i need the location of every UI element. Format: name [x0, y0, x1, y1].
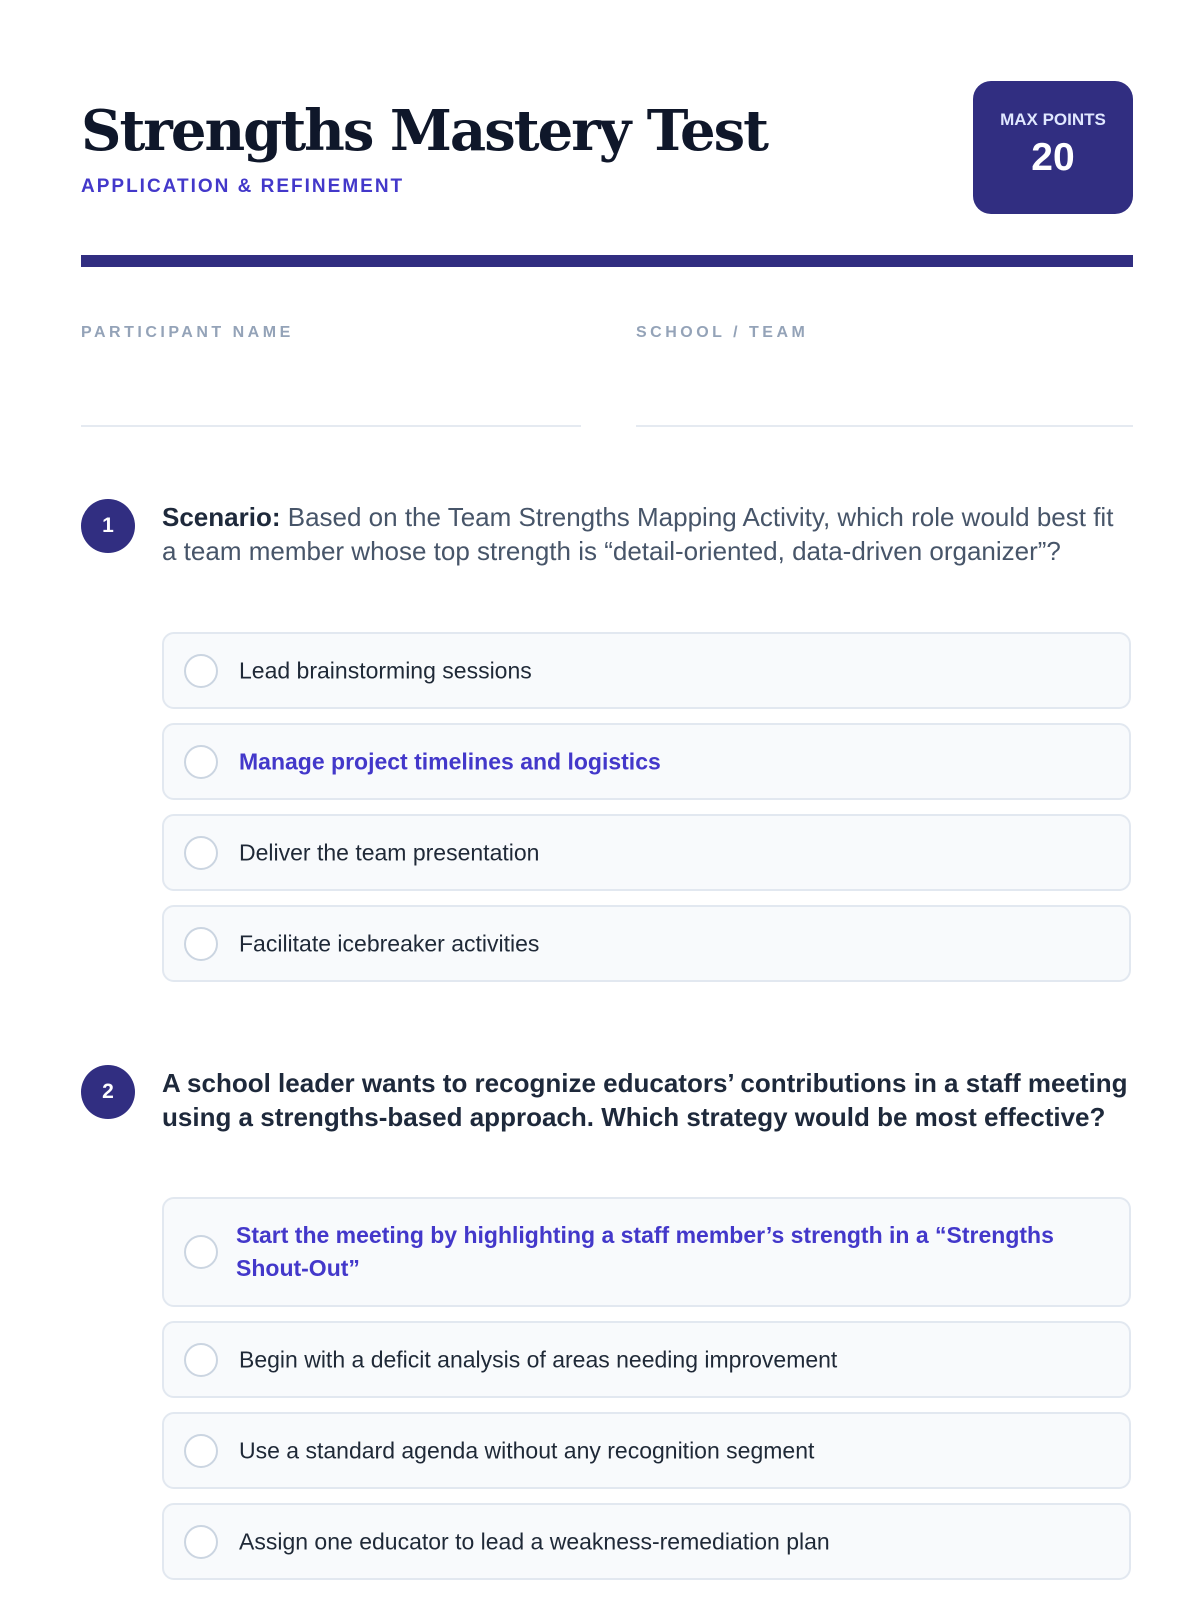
- radio-button[interactable]: [184, 745, 218, 779]
- radio-button[interactable]: [184, 1434, 218, 1468]
- answer-option-label: Use a standard agenda without any recognition segment: [239, 1437, 815, 1463]
- answer-option-label: Facilitate icebreaker activities: [239, 930, 540, 956]
- answer-option[interactable]: [162, 632, 1131, 709]
- answer-option[interactable]: [162, 1321, 1131, 1398]
- question-text: [162, 500, 1133, 568]
- answer-option[interactable]: [162, 814, 1131, 891]
- max-points-badge: [973, 81, 1133, 214]
- participant-name-label: PARTICIPANT NAME: [81, 324, 294, 341]
- answer-option-label: Lead brainstorming sessions: [239, 657, 532, 683]
- header-divider: [81, 255, 1133, 267]
- question-number: 1: [81, 499, 135, 553]
- school-team-label: SCHOOL / TEAM: [636, 324, 809, 341]
- question-number: 2: [81, 1065, 135, 1119]
- school-team-line: [636, 425, 1133, 427]
- radio-button[interactable]: [184, 1525, 218, 1559]
- radio-button[interactable]: [184, 654, 218, 688]
- test-title: Strengths Mastery Test: [81, 98, 768, 164]
- radio-button[interactable]: [184, 1343, 218, 1377]
- answer-option[interactable]: [162, 1503, 1131, 1580]
- test-subtitle: APPLICATION & REFINEMENT: [81, 176, 405, 197]
- answer-option[interactable]: [162, 1197, 1131, 1307]
- answer-option-label: Assign one educator to lead a weakness-remediation plan: [239, 1528, 830, 1554]
- participant-name-line: [81, 425, 581, 427]
- radio-button[interactable]: [184, 1235, 218, 1269]
- participant-name-field[interactable]: [81, 324, 294, 342]
- question-body: Based on the Team Strengths Mapping Activity, which role would best fit a team member whose top strength is “detail-oriented, data-driven organizer”?: [162, 502, 1114, 566]
- test-header: [81, 81, 1133, 215]
- radio-button[interactable]: [184, 927, 218, 961]
- answer-option[interactable]: [162, 723, 1131, 800]
- max-points-value: 20: [1031, 136, 1075, 179]
- answer-option[interactable]: [162, 1412, 1131, 1489]
- radio-button[interactable]: [184, 836, 218, 870]
- answer-option-label: Deliver the team presentation: [239, 839, 540, 865]
- answer-option-label: Start the meeting by highlighting a staff member’s strength in a “Strengths Shout-Out”: [236, 1222, 1054, 1281]
- answer-option-label: Begin with a deficit analysis of areas needing improvement: [239, 1346, 838, 1372]
- max-points-label: MAX POINTS: [1000, 110, 1106, 129]
- question-text: A school leader wants to recognize educators’ contributions in a staff meeting using a strengths-based approach. Which strategy would be most effective?: [162, 1068, 1128, 1132]
- question-prefix: Scenario:: [162, 502, 281, 532]
- school-team-field[interactable]: [636, 324, 808, 342]
- answer-option-label: Manage project timelines and logistics: [239, 748, 661, 774]
- answer-option[interactable]: [162, 905, 1131, 982]
